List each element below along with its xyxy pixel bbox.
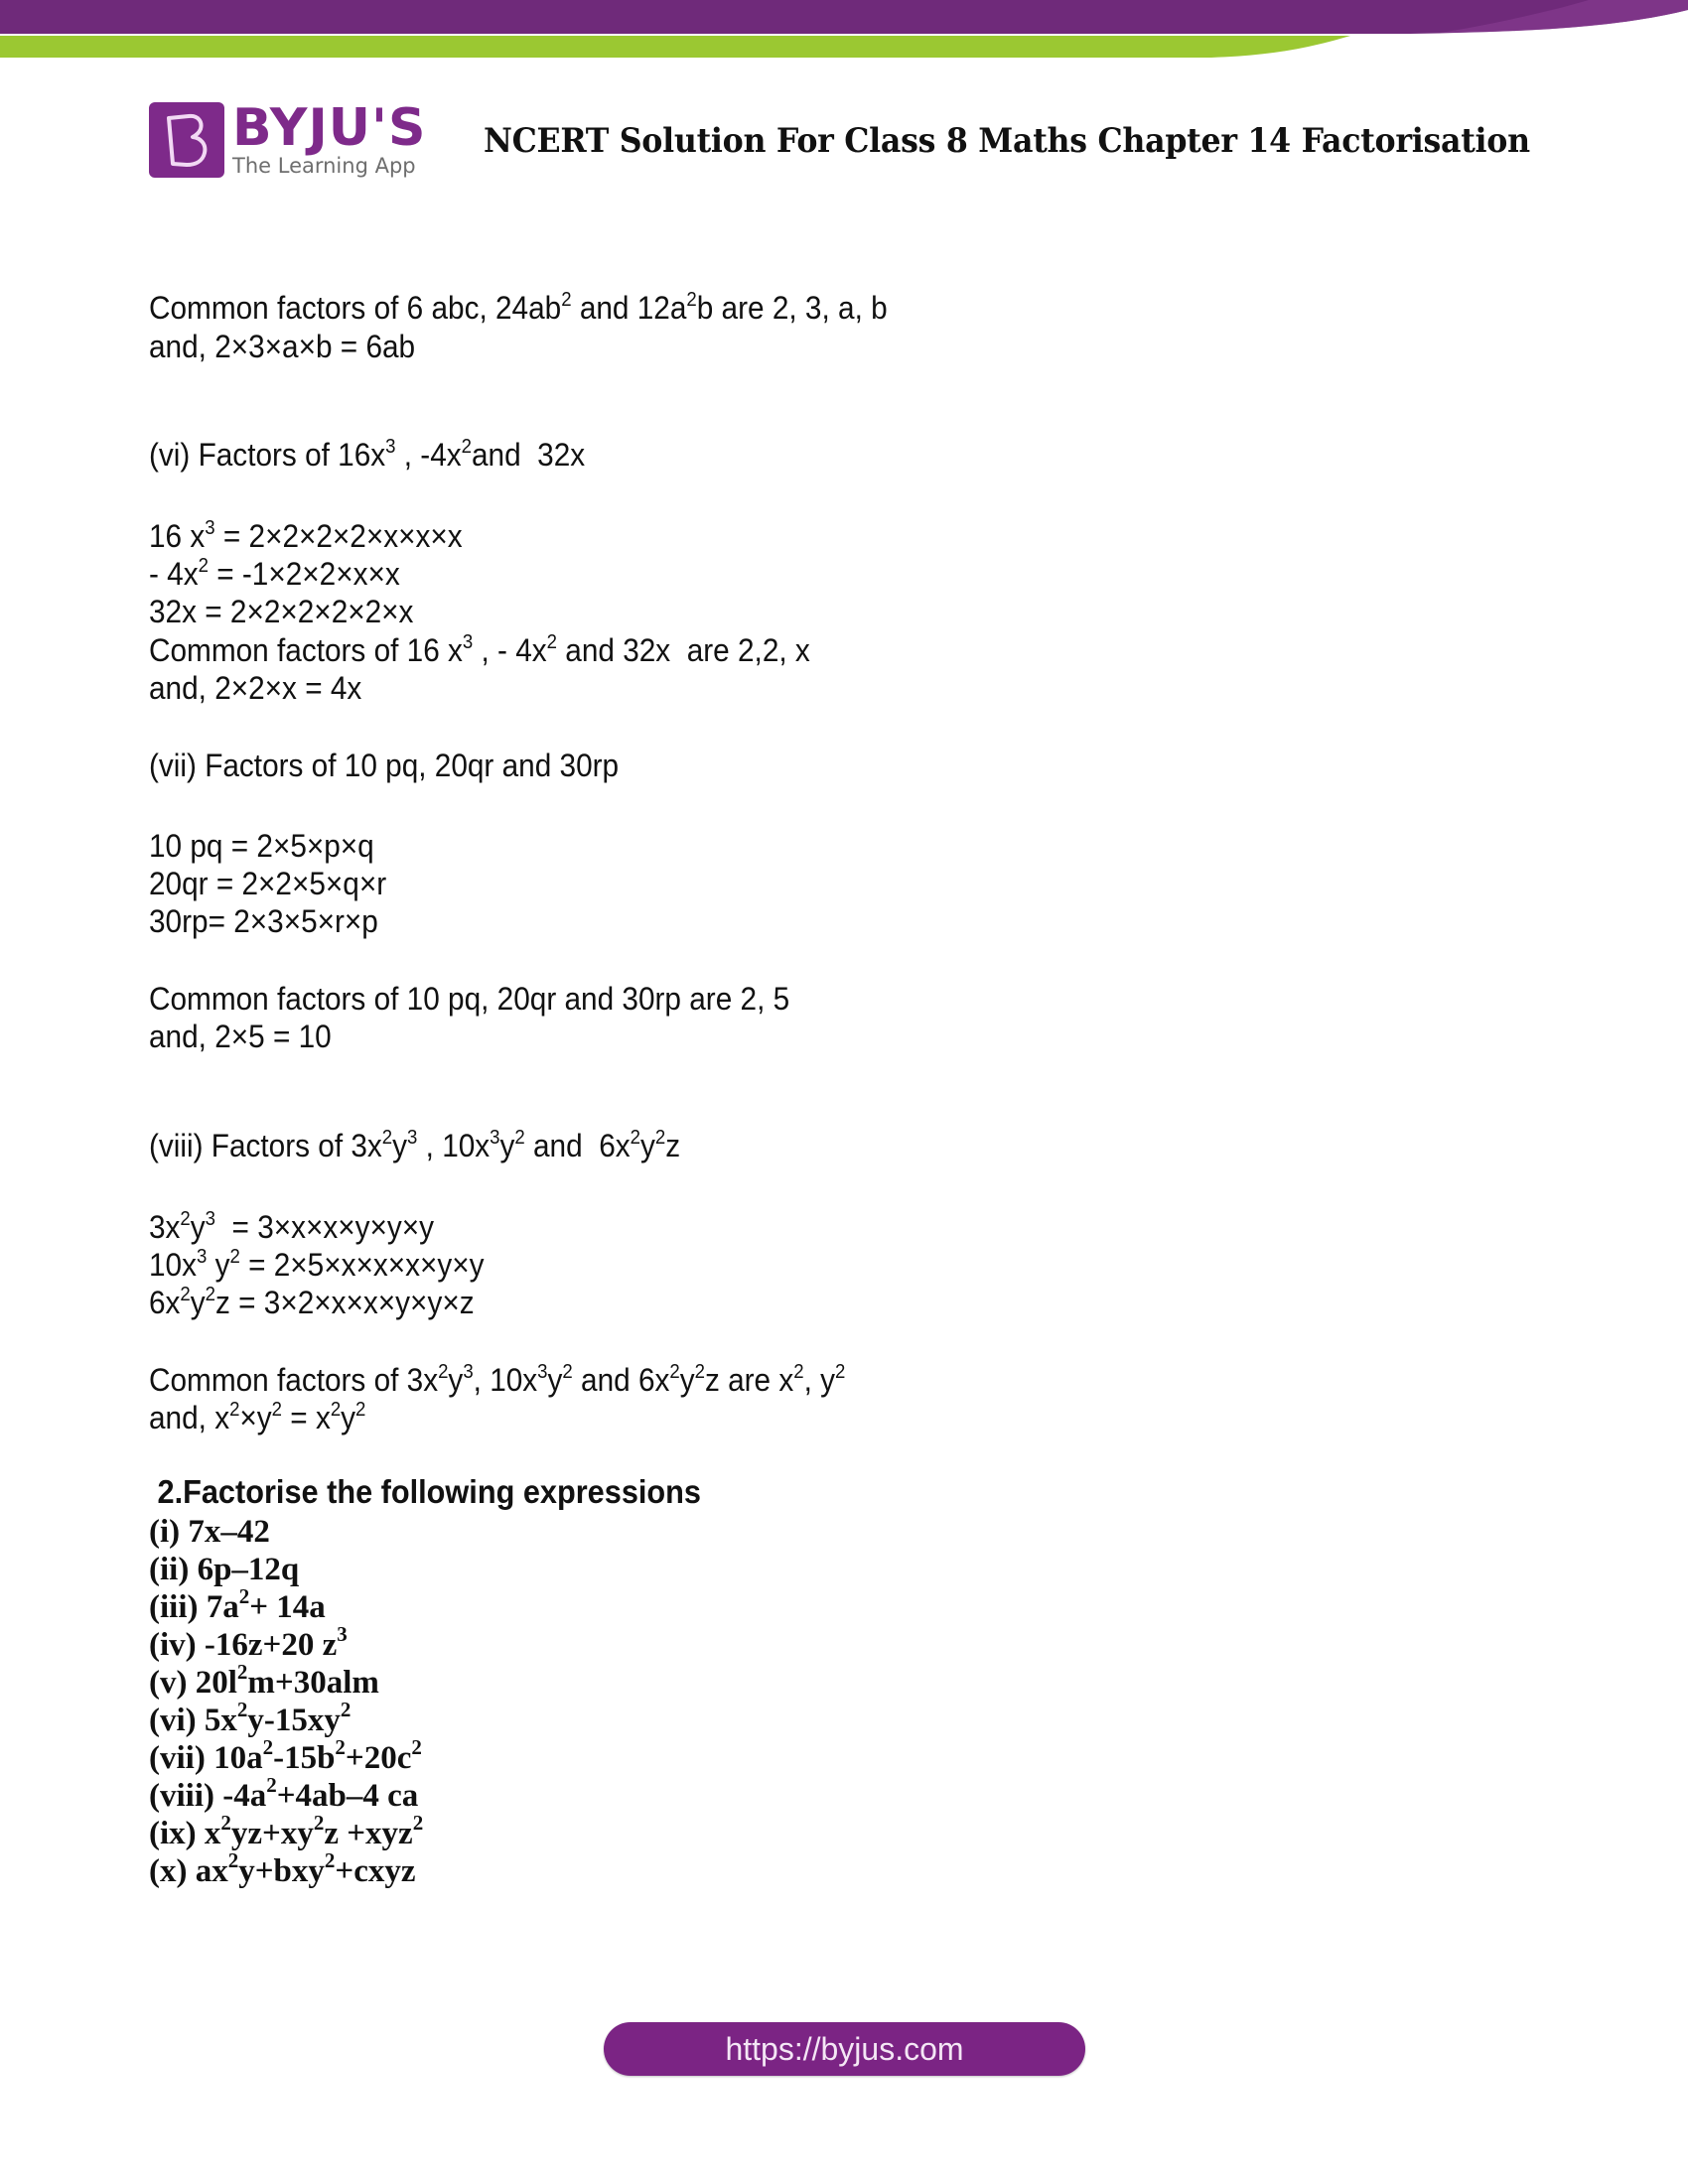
text-run: and 6x	[524, 1128, 631, 1163]
text-run: 10 pq = 2×5×p×q	[149, 828, 374, 864]
text-run: Common factors of 10 pq, 20qr and 30rp are 2, 5	[149, 981, 790, 1017]
exponent: 3	[385, 436, 396, 458]
byjus-b-icon	[149, 102, 224, 178]
text-run: y	[679, 1362, 695, 1398]
solution-line	[149, 866, 386, 901]
solution-line	[149, 670, 361, 706]
text-run: Common factors of 6 abc, 24ab	[149, 290, 562, 326]
text-run: y	[341, 1400, 356, 1435]
text-run: y	[190, 1209, 206, 1245]
exponent: 2	[340, 1698, 352, 1721]
text-run: +20c	[345, 1740, 412, 1776]
exponent: 3	[462, 631, 474, 653]
solution-line	[149, 981, 789, 1017]
text-run: -15b	[273, 1740, 336, 1776]
text-run: and 32x are 2,2, x	[557, 632, 810, 668]
logo-brand: BYJU'S	[232, 98, 427, 158]
exponent: 3	[337, 1622, 348, 1646]
exponent: 2	[694, 1361, 705, 1383]
text-run: (vi) 5x	[149, 1703, 237, 1738]
exponent: 2	[238, 1584, 250, 1608]
exponent: 2	[438, 1361, 449, 1383]
text-run: and 12a	[571, 290, 687, 326]
exponent: 3	[205, 1208, 216, 1230]
text-run: (x) ax	[149, 1853, 228, 1889]
text-run: (ix) x	[149, 1816, 221, 1851]
exponent: 3	[537, 1361, 548, 1383]
exponent: 2	[335, 1735, 346, 1759]
exercise-item	[149, 1773, 419, 1814]
exponent: 2	[271, 1399, 283, 1421]
solution-line	[149, 1400, 365, 1435]
byjus-logo	[149, 99, 432, 181]
exponent: 2	[686, 289, 697, 311]
text-run: y-15xy	[247, 1703, 341, 1738]
text-run: y+bxy	[238, 1853, 325, 1889]
solution-line	[149, 594, 413, 629]
exponent: 2	[461, 436, 472, 458]
solution-line	[149, 1019, 332, 1054]
exponent: 2	[236, 1698, 248, 1721]
text-run: , -4x	[395, 437, 462, 473]
exercise-item	[149, 1660, 379, 1701]
exercise-item	[149, 1552, 299, 1587]
exponent: 2	[561, 289, 572, 311]
exponent: 2	[324, 1848, 336, 1872]
exponent: 2	[229, 1399, 240, 1421]
solution-line	[149, 1128, 680, 1163]
text-run: and 6x	[572, 1362, 670, 1398]
text-run: , y	[803, 1362, 836, 1398]
exponent: 2	[793, 1361, 804, 1383]
solution-line	[149, 1362, 845, 1398]
footer-url-link[interactable]	[604, 2022, 1085, 2076]
text-run: and, x	[149, 1400, 230, 1435]
text-run: y	[207, 1247, 230, 1283]
exponent: 2	[835, 1361, 846, 1383]
exponent: 2	[236, 1660, 248, 1684]
exponent: 2	[330, 1399, 342, 1421]
text-run: +cxyz	[335, 1853, 416, 1889]
text-run: b are 2, 3, a, b	[696, 290, 888, 326]
text-run: 20qr = 2×2×5×q×r	[149, 866, 387, 901]
solution-line	[149, 903, 378, 939]
text-run: = -1×2×2×x×x	[208, 556, 400, 592]
text-run: z are x	[704, 1362, 794, 1398]
page-title: NCERT Solution For Class 8 Maths Chapter 14 Factorisation	[484, 121, 1530, 161]
text-run: (v) 20l	[149, 1665, 237, 1701]
exponent: 2	[266, 1773, 277, 1797]
exponent: 2	[411, 1735, 422, 1759]
exponent: 2	[262, 1735, 274, 1759]
solution-line	[149, 290, 888, 326]
exercise-item	[149, 1735, 422, 1776]
exponent: 3	[205, 517, 215, 539]
exponent: 2	[180, 1208, 191, 1230]
text-run: and, 2×5 = 10	[149, 1019, 332, 1054]
text-run: z +xyz	[324, 1816, 413, 1851]
exponent: 2	[562, 1361, 573, 1383]
text-run: (i) 7x–42	[149, 1514, 270, 1550]
text-run: 16 x	[149, 518, 206, 554]
exponent: 2	[412, 1811, 424, 1835]
text-run: = 2×2×2×2×x×x×x	[214, 518, 463, 554]
exponent: 3	[490, 1127, 500, 1149]
exponent: 2	[514, 1127, 525, 1149]
exercise-item	[149, 1811, 424, 1851]
text-run: , 10x	[417, 1128, 491, 1163]
exercise-item	[149, 1848, 416, 1889]
text-run: +4ab–4 ca	[276, 1778, 419, 1814]
footer-url-text: https://byjus.com	[725, 2030, 964, 2067]
text-run: = 2×5×x×x×x×y×y	[239, 1247, 485, 1283]
solution-line	[149, 437, 585, 473]
text-run: + 14a	[249, 1589, 326, 1625]
text-run: 6x	[149, 1285, 181, 1320]
text-run: and, 2×2×x = 4x	[149, 670, 362, 706]
exercise-item	[149, 1514, 270, 1550]
exercise-item	[149, 1622, 348, 1663]
exponent: 2	[229, 1246, 240, 1268]
exponent: 2	[654, 1127, 666, 1149]
text-run: (vii) 10a	[149, 1740, 263, 1776]
text-run: , 10x	[473, 1362, 538, 1398]
text-run: y	[547, 1362, 563, 1398]
exponent: 2	[630, 1127, 640, 1149]
section-heading	[149, 1474, 701, 1510]
text-run: - 4x	[149, 556, 199, 592]
text-run: y	[448, 1362, 464, 1398]
solution-line	[149, 632, 810, 668]
exponent: 2	[198, 555, 209, 577]
solution-line	[149, 1285, 475, 1320]
text-run: (vii) Factors of 10 pq, 20qr and 30rp	[149, 748, 620, 783]
text-run: (viii) Factors of 3x	[149, 1128, 382, 1163]
text-run: (ii) 6p–12q	[149, 1552, 300, 1587]
exponent: 2	[669, 1361, 680, 1383]
text-run: = x	[282, 1400, 331, 1435]
exercise-item	[149, 1698, 352, 1738]
exponent: 3	[407, 1127, 418, 1149]
text-run: 10x	[149, 1247, 197, 1283]
text-run: (iv) -16z+20 z	[149, 1627, 338, 1663]
text-run: and 32x	[471, 437, 586, 473]
exponent: 3	[196, 1246, 208, 1268]
solution-line	[149, 329, 415, 364]
text-run: y	[499, 1128, 515, 1163]
solution-line	[149, 748, 619, 783]
text-run: ×y	[239, 1400, 272, 1435]
header-banner	[0, 0, 1688, 60]
text-run: y	[190, 1285, 206, 1320]
exponent: 2	[220, 1811, 231, 1835]
text-run: (iii) 7a	[149, 1589, 239, 1625]
exponent: 2	[381, 1127, 393, 1149]
exercise-item	[149, 1584, 326, 1625]
text-run: 30rp= 2×3×5×r×p	[149, 903, 378, 939]
text-run: z = 3×2×x×x×y×y×z	[215, 1285, 475, 1320]
text-run: y	[392, 1128, 408, 1163]
solution-line	[149, 556, 400, 592]
exponent: 2	[546, 631, 558, 653]
text-run: m+30alm	[247, 1665, 379, 1701]
text-run: z	[665, 1128, 681, 1163]
solution-line	[149, 828, 374, 864]
exponent: 2	[205, 1284, 216, 1305]
exponent: 2	[227, 1848, 239, 1872]
logo-tagline: The Learning App	[232, 154, 416, 178]
solution-line	[149, 1247, 485, 1283]
text-run: y	[639, 1128, 655, 1163]
solution-line	[149, 1209, 434, 1245]
text-run: (viii) -4a	[149, 1778, 267, 1814]
exponent: 2	[355, 1399, 366, 1421]
text-run: , - 4x	[473, 632, 547, 668]
text-run: yz+xy	[230, 1816, 314, 1851]
text-run: 3x	[149, 1209, 181, 1245]
text-run: (vi) Factors of 16x	[149, 437, 386, 473]
solution-line	[149, 518, 463, 554]
exponent: 2	[313, 1811, 325, 1835]
text-run: and, 2×3×a×b = 6ab	[149, 329, 416, 364]
exponent: 2	[180, 1284, 191, 1305]
text-run: Common factors of 16 x	[149, 632, 463, 668]
exponent: 3	[463, 1361, 474, 1383]
text-run: Common factors of 3x	[149, 1362, 439, 1398]
text-run: = 3×x×x×y×y×y	[215, 1209, 435, 1245]
text-run: 32x = 2×2×2×2×2×x	[149, 594, 414, 629]
text-run: 2.Factorise the following expressions	[149, 1473, 701, 1510]
